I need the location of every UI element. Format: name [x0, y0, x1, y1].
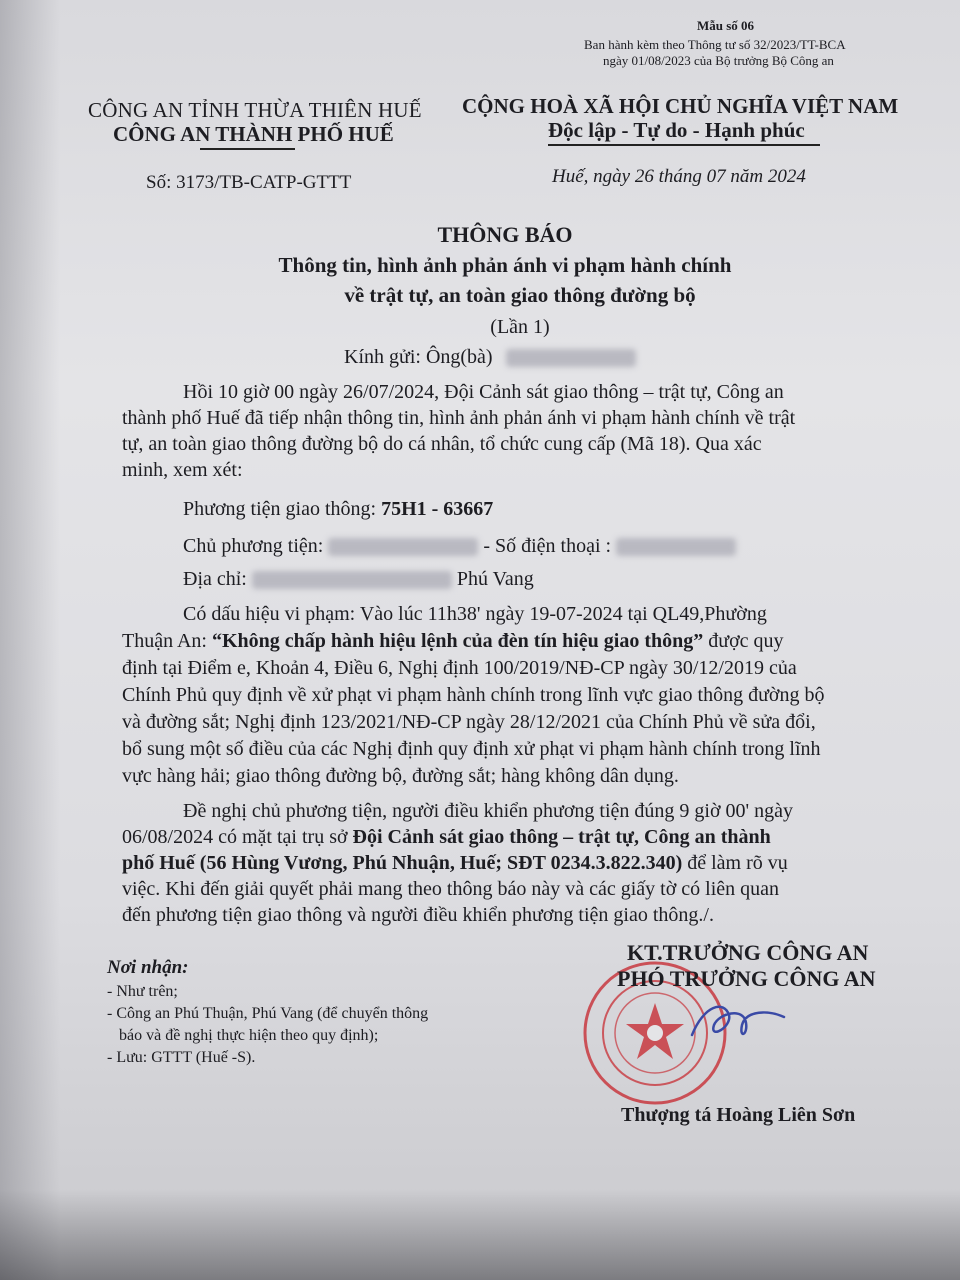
nation-name: CỘNG HOÀ XÃ HỘI CHỦ NGHĨA VIỆT NAM: [462, 94, 899, 118]
document-number: Số: 3173/TB-CATP-GTTT: [146, 172, 352, 193]
signature-title-2: PHÓ TRƯỞNG CÔNG AN: [617, 966, 876, 991]
request-line-1: Đề nghị chủ phương tiện, người điều khiển phương tiện đúng 9 giờ 00' ngày: [183, 800, 794, 822]
owner-label: Chủ phương tiện:: [183, 535, 324, 557]
vehicle-label: Phương tiện giao thông:: [183, 498, 377, 520]
recipients-label: Nơi nhận:: [107, 957, 189, 978]
violation-description: “Không chấp hành hiệu lệnh của đèn tín hiệu giao thông”: [212, 630, 704, 652]
violation-line-3: định tại Điểm e, Khoản 4, Điều 6, Nghị định 100/2019/NĐ-CP ngày 30/12/2019 của: [122, 657, 797, 679]
vehicle-plate: 75H1 - 63667: [381, 498, 494, 520]
notice-subtitle-2: về trật tự, an toàn giao thông đường bộ: [344, 283, 696, 307]
redacted-owner: [328, 538, 478, 556]
form-issued-line2: ngày 01/08/2023 của Bộ trưởng Bộ Công an: [603, 53, 834, 68]
request-address: phố Huế (56 Hùng Vương, Phú Nhuận, Huế; SĐT 0234.3.822.340): [122, 852, 683, 874]
violation-line-6: bổ sung một số điều của các Nghị định quy định xử phạt vi phạm hành chính trong lĩnh: [122, 738, 821, 760]
violation-location: Thuận An:: [122, 630, 207, 652]
redacted-name: [506, 349, 636, 367]
redacted-address: [252, 571, 452, 589]
violation-line-4: Chính Phủ quy định về xử phạt vi phạm hành chính trong lĩnh vực giao thông đường bộ: [122, 684, 825, 706]
request-line-2: [122, 826, 771, 849]
request-line3-suffix: để làm rõ vụ: [687, 852, 788, 874]
nation-motto: Độc lập - Tự do - Hạnh phúc: [548, 118, 805, 142]
recipient-item: - Công an Phú Thuận, Phú Vang (để chuyển thông: [107, 1005, 429, 1022]
handwritten-signature: [684, 995, 794, 1055]
notice-subtitle-1: Thông tin, hình ảnh phản ánh vi phạm hành chính: [278, 253, 732, 277]
form-issued-line1: Ban hành kèm theo Thông tư số 32/2023/TT-BCA: [584, 37, 846, 52]
agency-name: CÔNG AN THÀNH PHỐ HUẾ: [113, 122, 394, 146]
violation-line-7: vực hàng hải; giao thông đường bộ, đường sắt; hàng không dân dụng.: [122, 765, 679, 787]
page-shadow-left: [0, 0, 60, 1280]
address-label: Địa chỉ:: [183, 568, 247, 590]
recipient-item: - Lưu: GTTT (Huế -S).: [107, 1049, 256, 1066]
form-number: Mẫu số 06: [697, 18, 755, 33]
owner-line: [183, 535, 736, 558]
violation-line-2: [122, 630, 784, 653]
violation-line-1: Có dấu hiệu vi phạm: Vào lúc 11h38' ngày 19-07-2024 tại QL49,Phường: [183, 603, 767, 625]
signature-title-1: KT.TRƯỞNG CÔNG AN: [627, 940, 869, 965]
recipient-item: - Như trên;: [107, 983, 178, 1000]
notice-title: THÔNG BÁO: [437, 222, 573, 247]
notice-attempt: (Lần 1): [490, 316, 550, 338]
intro-line-1: Hồi 10 giờ 00 ngày 26/07/2024, Đội Cảnh sát giao thông – trật tự, Công an: [183, 381, 784, 403]
motto-underline: [548, 144, 820, 146]
violation-line-5: và đường sắt; Nghị định 123/2021/NĐ-CP ngày 28/12/2021 của Chính Phủ về sửa đổi,: [122, 711, 816, 733]
signer-name: Thượng tá Hoàng Liên Sơn: [621, 1104, 856, 1126]
greeting: [344, 346, 636, 369]
page-shadow-bottom: [0, 1190, 960, 1280]
request-office: Đội Cảnh sát giao thông – trật tự, Công an thành: [352, 826, 771, 848]
phone-label: - Số điện thoại :: [483, 535, 612, 557]
request-line-3: [122, 852, 788, 875]
address-suffix: Phú Vang: [456, 568, 534, 590]
intro-line-3: tự, an toàn giao thông đường bộ do cá nhân, tổ chức cung cấp (Mã 18). Qua xác: [122, 433, 762, 455]
parent-agency: CÔNG AN TỈNH THỪA THIÊN HUẾ: [88, 98, 422, 122]
place-date: Huế, ngày 26 tháng 07 năm 2024: [552, 166, 806, 187]
greeting-label: Kính gửi: Ông(bà): [344, 346, 493, 368]
agency-underline: [200, 148, 295, 150]
intro-line-2: thành phố Huế đã tiếp nhận thông tin, hình ảnh phản ánh vi phạm hành chính về trật: [122, 407, 796, 429]
request-line-5: đến phương tiện giao thông và người điều khiển phương tiện giao thông./.: [122, 904, 714, 926]
intro-line-4: minh, xem xét:: [122, 459, 243, 481]
request-date: 06/08/2024 có mặt tại trụ sở: [122, 826, 348, 848]
address-line: [183, 568, 534, 591]
violation-line2-suffix: được quy: [708, 630, 784, 652]
request-line-4: việc. Khi đến giải quyết phải mang theo thông báo này và các giấy tờ có liên quan: [122, 878, 780, 900]
redacted-phone: [616, 538, 736, 556]
recipient-item: báo và đề nghị thực hiện theo quy định);: [119, 1027, 379, 1044]
vehicle-line: [183, 498, 493, 521]
